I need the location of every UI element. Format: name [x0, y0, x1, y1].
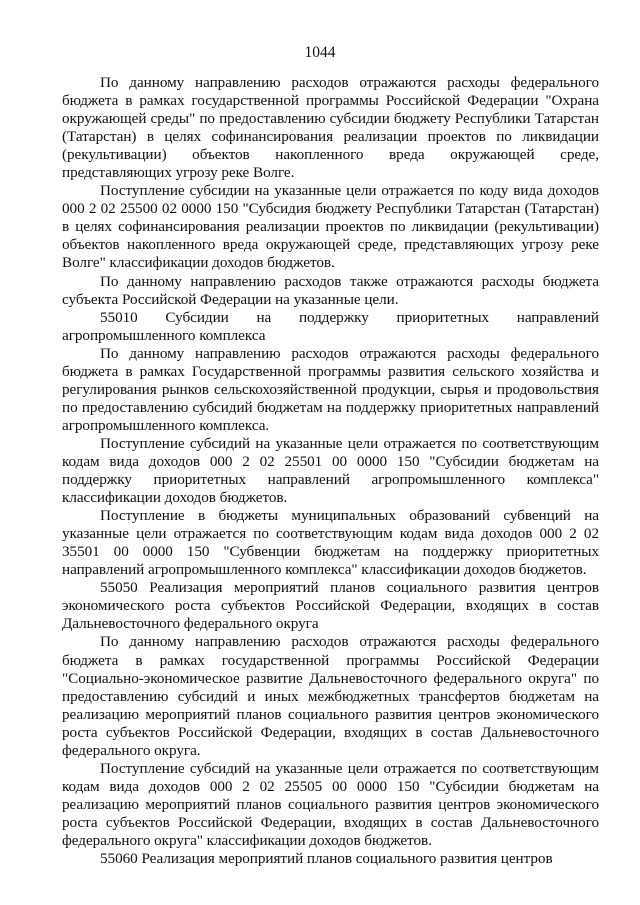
page-number: 1044 [304, 44, 336, 61]
paragraph: Поступление в бюджеты муниципальных образований субвенций на указанные цели отражается по соответствующим кодам вида доходов 000 2 02 35501 00 0000 150 "Субвенции бюджетам на поддержку приоритетных направлений агропромышленного комплекса" классификации доходов бюджетов. [62, 507, 599, 579]
section-heading-55060: 55060 Реализация мероприятий планов социального развития центров [100, 850, 553, 868]
paragraph: Поступление субсидии на указанные цели отражается по коду вида доходов 000 2 02 25500 02 0000 150 "Субсидия бюджету Республики Татарстан (Татарстан) в целях софинансирования реализации проектов по ликвидации (рекультивации) объектов накопленного вреда окружающей среде, представляющих угрозу реке Волге" классификации доходов бюджетов. [62, 182, 599, 272]
document-body [62, 74, 599, 868]
paragraph: Поступление субсидий на указанные цели отражается по соответствующим кодам вида доходов 000 2 02 25505 00 0000 150 "Субсидии бюджетам на реализацию мероприятий планов социального развития центров экономического роста субъектов Российской Федерации, входящих в состав Дальневосточного федерального округа" классификации доходов бюджетов. [62, 759, 599, 849]
section-heading-55050: 55050 Реализация мероприятий планов социального развития центров экономического роста субъектов Российской Федерации, входящих в состав Дальневосточного федерального округа [62, 579, 599, 633]
paragraph: По данному направлению расходов также отражаются расходы бюджета субъекта Российской Федерации на указанные цели. [62, 272, 599, 308]
section-heading-55010: 55010 Субсидии на поддержку приоритетных направлений агропромышленного комплекса [62, 308, 599, 344]
paragraph: По данному направлению расходов отражаются расходы федерального бюджета в рамках Государственной программы развития сельского хозяйства и регулирования рынков сельскохозяйственной продукции, сырья и продовольствия по предоставлению субсидий бюджетам на поддержку приоритетных направлений агропромышленного комплекса. [62, 344, 599, 434]
paragraph: Поступление субсидий на указанные цели отражается по соответствующим кодам вида доходов 000 2 02 25501 00 0000 150 "Субсидии бюджетам на поддержку приоритетных направлений агропромышленного комплекса" классификации доходов бюджетов. [62, 434, 599, 507]
paragraph: По данному направлению расходов отражаются расходы федерального бюджета в рамках государственной программы Российской Федерации "Охрана окружающей среды" по предоставлению субсидии бюджету Республики Татарстан (Татарстан) в целях софинансирования реализации проектов по ликвидации (рекультивации) объектов накопленного вреда окружающей среде, представляющих угрозу реке Волге. [62, 74, 599, 182]
paragraph: По данному направлению расходов отражаются расходы федерального бюджета в рамках государственной программы Российской Федерации "Социально-экономическое развитие Дальневосточного федерального округа" по предоставлению субсидий и иных межбюджетных трансфертов бюджетам на реализацию мероприятий планов социального развития центров экономического роста субъектов Российской Федерации, входящих в состав Дальневосточного федерального округа. [62, 633, 599, 759]
